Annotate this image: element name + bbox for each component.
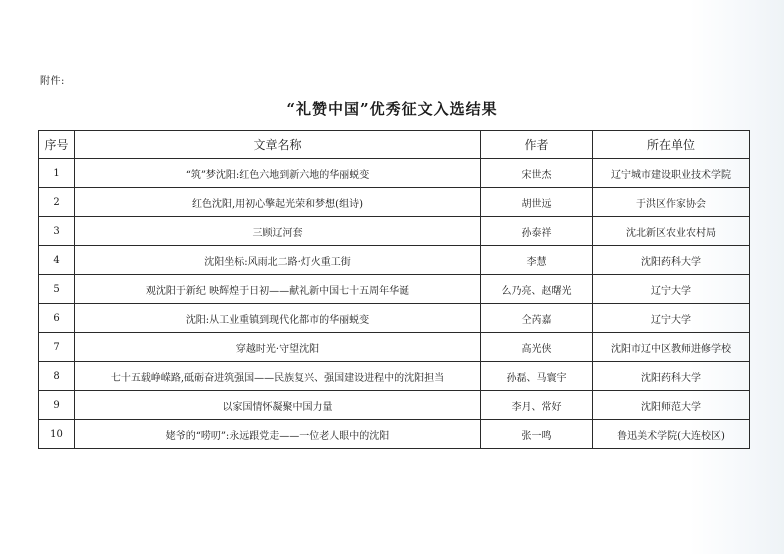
results-table: [38, 130, 750, 449]
table-row: [39, 246, 750, 275]
cell-unit: 辽宁大学: [593, 304, 750, 333]
cell-no: 8: [39, 362, 75, 391]
cell-author: 么乃亮、赵曙光: [481, 275, 593, 304]
header-no: 序号: [39, 131, 75, 159]
table-row: [39, 304, 750, 333]
header-author: 作者: [481, 131, 593, 159]
cell-unit: 沈阳药科大学: [593, 246, 750, 275]
table-row: [39, 391, 750, 420]
cell-unit: 鲁迅美术学院(大连校区): [593, 420, 750, 449]
table-row: [39, 188, 750, 217]
cell-unit: 沈阳师范大学: [593, 391, 750, 420]
table-row: [39, 362, 750, 391]
cell-author: 胡世远: [481, 188, 593, 217]
table-row: [39, 333, 750, 362]
cell-author: 宋世杰: [481, 159, 593, 188]
document-title: “礼赞中国”优秀征文入选结果: [286, 100, 498, 118]
cell-title: 穿越时光·守望沈阳: [75, 333, 481, 362]
cell-title: 以家国情怀凝聚中国力量: [75, 391, 481, 420]
cell-author: 张一鸣: [481, 420, 593, 449]
cell-author: 孙泰祥: [481, 217, 593, 246]
cell-no: 6: [39, 304, 75, 333]
cell-title: 七十五载峥嵘路,砥砺奋进筑强国——民族复兴、强国建设进程中的沈阳担当: [75, 362, 481, 391]
cell-author: 李月、常好: [481, 391, 593, 420]
cell-unit: 辽宁大学: [593, 275, 750, 304]
table-header-row: [39, 131, 750, 159]
cell-author: 李慧: [481, 246, 593, 275]
cell-title: 观沈阳于新纪 映辉煌于日初——献礼新中国七十五周年华诞: [75, 275, 481, 304]
cell-title: 姥爷的“唠叨”:永远跟党走——一位老人眼中的沈阳: [75, 420, 481, 449]
cell-no: 5: [39, 275, 75, 304]
cell-no: 7: [39, 333, 75, 362]
cell-unit: 沈阳市辽中区教师进修学校: [593, 333, 750, 362]
header-title: 文章名称: [75, 131, 481, 159]
cell-title: 三顾辽河套: [75, 217, 481, 246]
cell-author: 高光侠: [481, 333, 593, 362]
cell-no: 1: [39, 159, 75, 188]
cell-unit: 于洪区作家协会: [593, 188, 750, 217]
table-row: [39, 275, 750, 304]
cell-title: 沈阳:从工业重镇到现代化都市的华丽蜕变: [75, 304, 481, 333]
cell-title: 红色沈阳,用初心擎起光荣和梦想(组诗): [75, 188, 481, 217]
cell-author: 仝芮嘉: [481, 304, 593, 333]
table-row: [39, 217, 750, 246]
cell-no: 4: [39, 246, 75, 275]
cell-title: “筑”梦沈阳:红色六地到新六地的华丽蜕变: [75, 159, 481, 188]
table-row: [39, 420, 750, 449]
cell-no: 9: [39, 391, 75, 420]
attachment-label: 附件:: [40, 76, 65, 87]
cell-no: 2: [39, 188, 75, 217]
cell-no: 10: [39, 420, 75, 449]
cell-unit: 沈北新区农业农村局: [593, 217, 750, 246]
cell-title: 沈阳坐标:风雨北二路·灯火重工街: [75, 246, 481, 275]
table-row: [39, 159, 750, 188]
header-unit: 所在单位: [593, 131, 750, 159]
cell-unit: 辽宁城市建设职业技术学院: [593, 159, 750, 188]
cell-no: 3: [39, 217, 75, 246]
cell-author: 孙磊、马寰宇: [481, 362, 593, 391]
cell-unit: 沈阳药科大学: [593, 362, 750, 391]
